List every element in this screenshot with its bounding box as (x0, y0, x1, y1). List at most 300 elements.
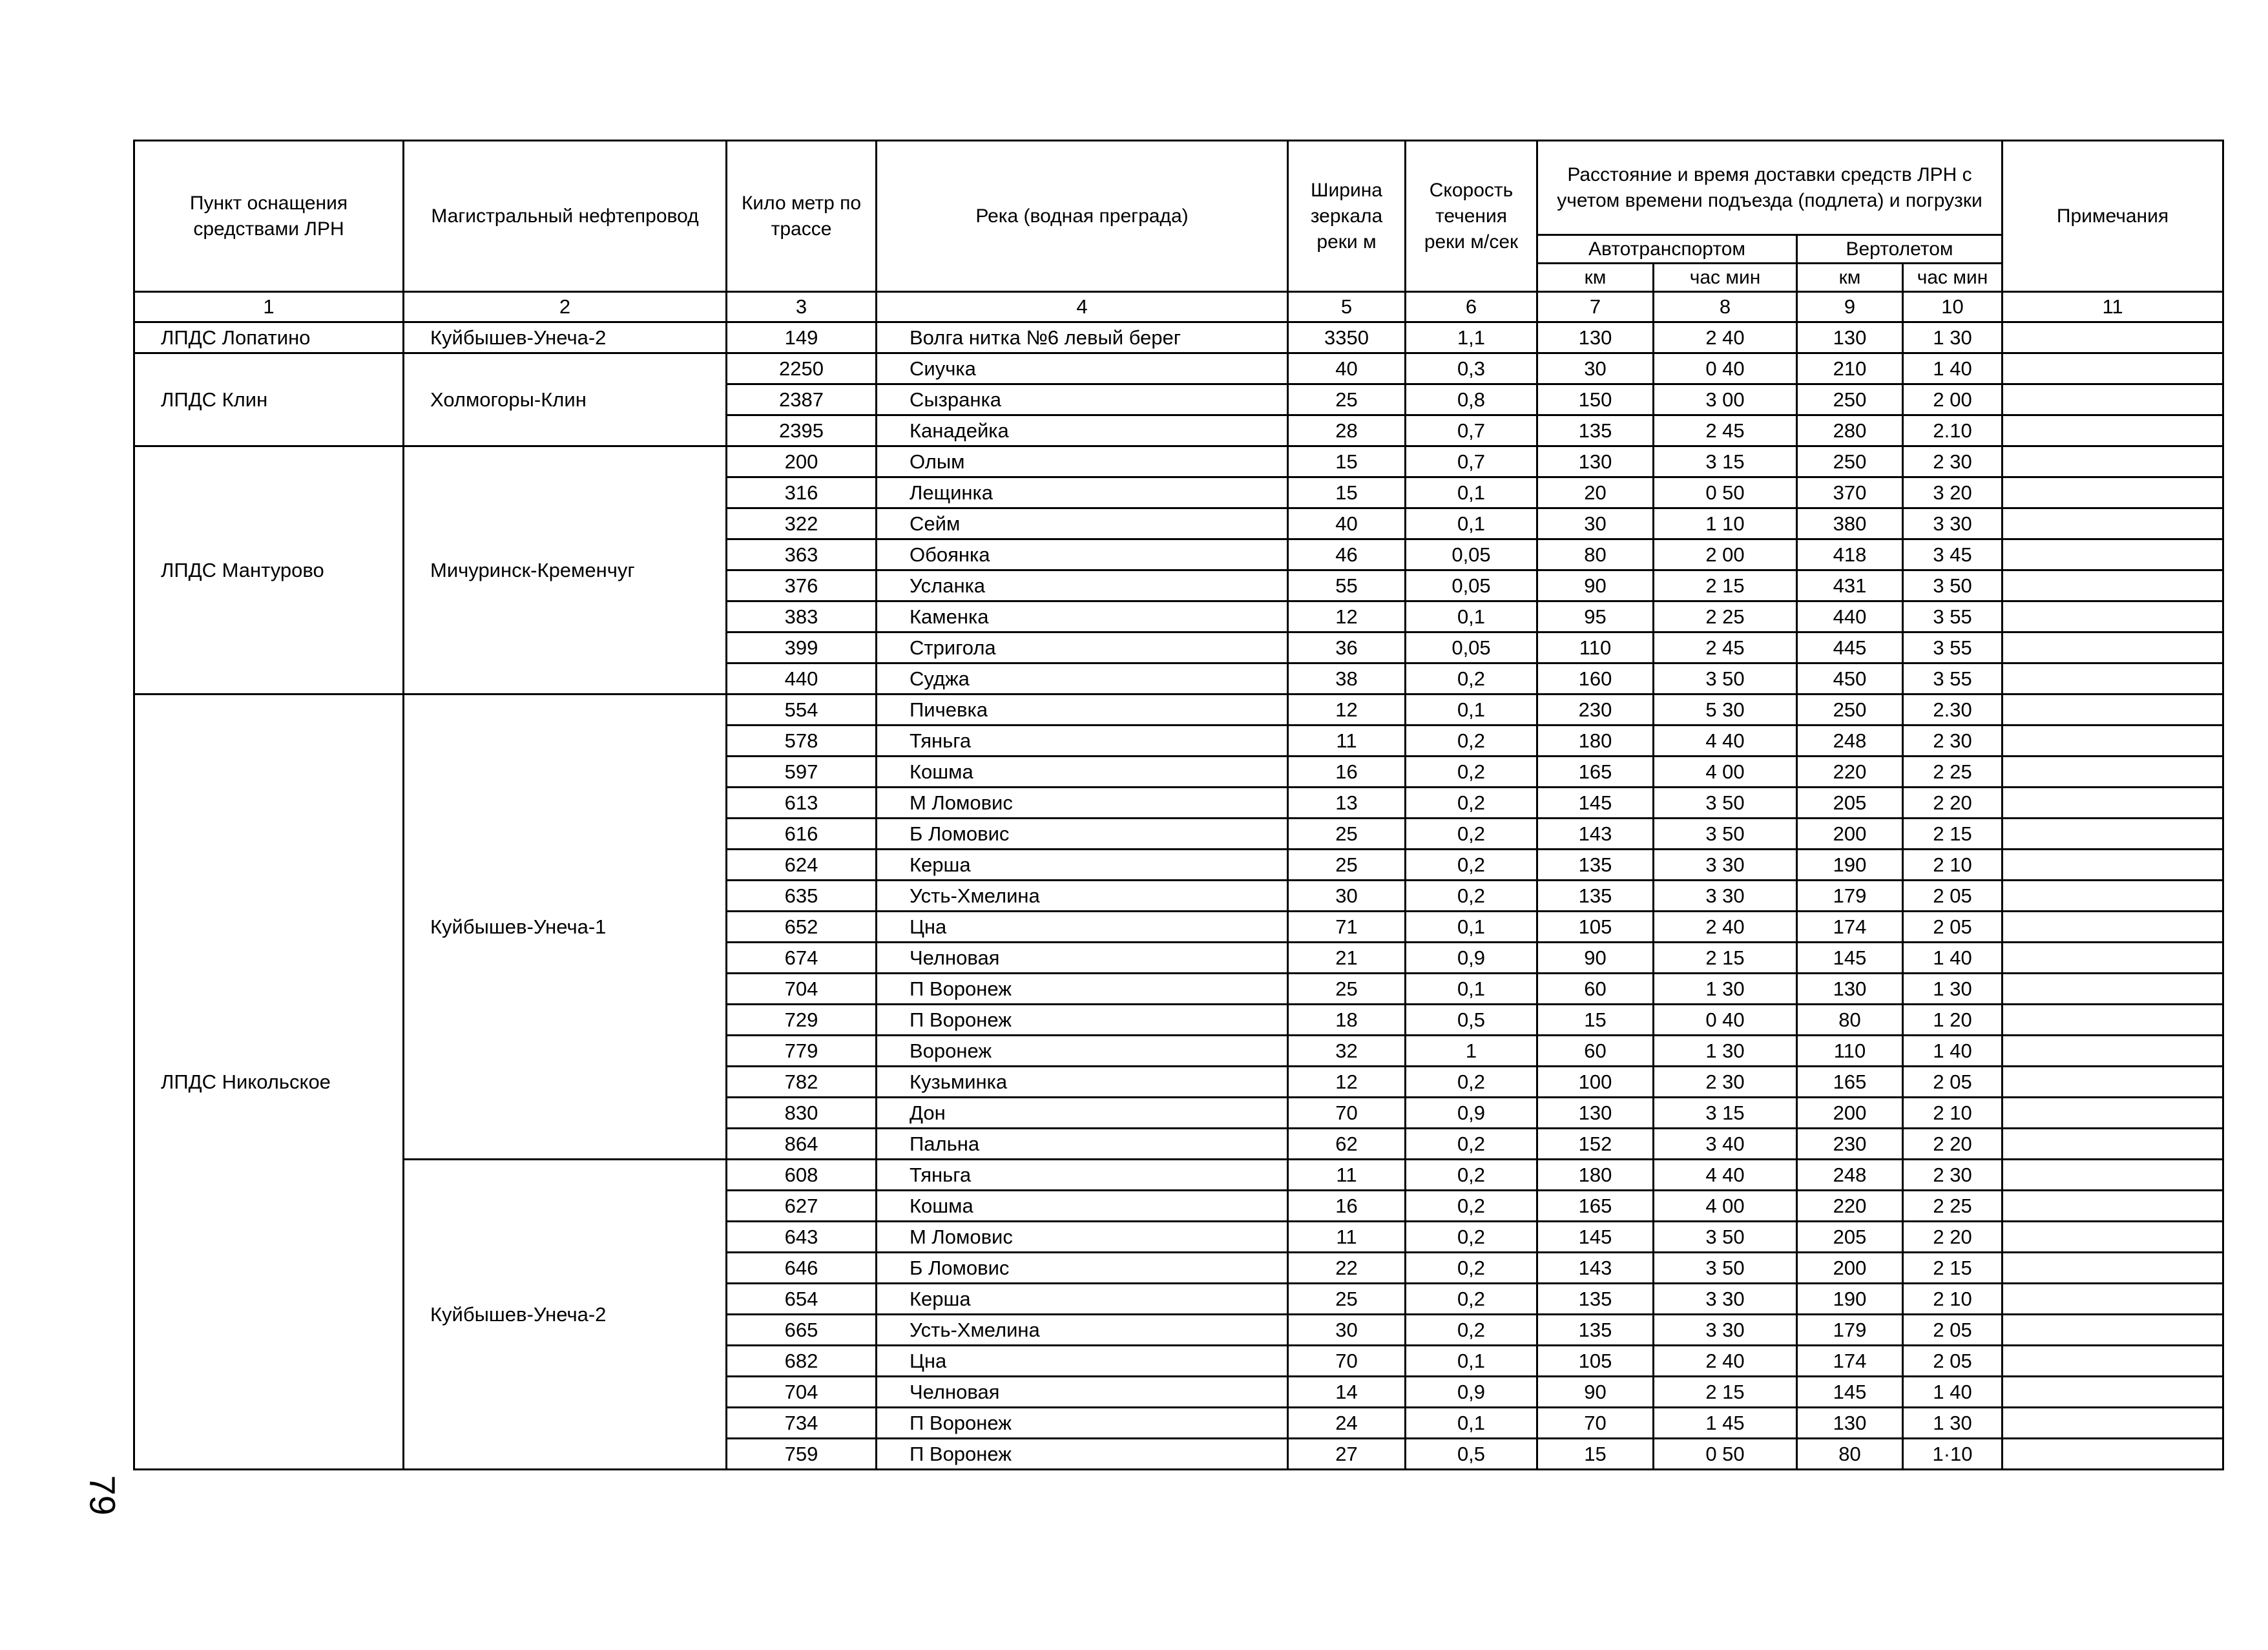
heli-km-cell: 200 (1797, 1098, 1903, 1129)
heli-time-cell: 1 30 (1903, 974, 2003, 1005)
header-river: Река (водная преграда) (877, 141, 1288, 292)
auto-km-cell: 30 (1537, 508, 1654, 539)
heli-km-cell: 174 (1797, 1346, 1903, 1377)
width-cell: 3350 (1288, 322, 1406, 353)
notes-cell (2003, 974, 2223, 1005)
auto-km-cell: 180 (1537, 1160, 1654, 1191)
auto-km-cell: 135 (1537, 1315, 1654, 1346)
heli-time-cell: 1·10 (1903, 1439, 2003, 1470)
auto-time-cell: 0 40 (1654, 353, 1797, 384)
heli-time-cell: 3 55 (1903, 601, 2003, 632)
table-row (134, 1160, 2223, 1191)
heli-km-cell: 179 (1797, 1315, 1903, 1346)
km-cell: 149 (727, 322, 877, 353)
point-cell: ЛПДС Мантурово (134, 446, 404, 694)
table-row (134, 694, 2223, 726)
point-cell: ЛПДС Лопатино (134, 322, 404, 353)
page-number: 79 (82, 1475, 123, 1516)
auto-km-cell: 15 (1537, 1439, 1654, 1470)
width-cell: 46 (1288, 539, 1406, 570)
width-cell: 32 (1288, 1036, 1406, 1067)
heli-km-cell: 220 (1797, 757, 1903, 788)
heli-time-cell: 2 05 (1903, 881, 2003, 912)
auto-km-cell: 105 (1537, 1346, 1654, 1377)
notes-cell (2003, 570, 2223, 601)
speed-cell: 0,2 (1406, 1253, 1537, 1284)
km-cell: 704 (727, 1377, 877, 1408)
notes-cell (2003, 1284, 2223, 1315)
auto-km-cell: 143 (1537, 819, 1654, 850)
heli-km-cell: 145 (1797, 1377, 1903, 1408)
auto-time-cell: 4 00 (1654, 757, 1797, 788)
heli-time-cell: 3 55 (1903, 663, 2003, 694)
auto-km-cell: 70 (1537, 1408, 1654, 1439)
speed-cell: 0,9 (1406, 1377, 1537, 1408)
heli-time-cell: 2 20 (1903, 1222, 2003, 1253)
heli-time-cell: 1 30 (1903, 322, 2003, 353)
heli-time-cell: 2 25 (1903, 757, 2003, 788)
km-cell: 2250 (727, 353, 877, 384)
km-cell: 782 (727, 1067, 877, 1098)
river-cell: П Воронеж (877, 1439, 1288, 1470)
auto-km-cell: 135 (1537, 881, 1654, 912)
heli-km-cell: 190 (1797, 1284, 1903, 1315)
speed-cell: 0,2 (1406, 757, 1537, 788)
heli-time-cell: 2 30 (1903, 446, 2003, 477)
notes-cell (2003, 694, 2223, 726)
width-cell: 11 (1288, 726, 1406, 757)
width-cell: 55 (1288, 570, 1406, 601)
heli-time-cell: 2 15 (1903, 1253, 2003, 1284)
heli-time-cell: 2 25 (1903, 1191, 2003, 1222)
width-cell: 30 (1288, 881, 1406, 912)
pipeline-cell: Мичуринск-Кременчуг (404, 446, 727, 694)
table-row (134, 322, 2223, 353)
notes-cell (2003, 1253, 2223, 1284)
heli-km-cell: 205 (1797, 1222, 1903, 1253)
auto-km-cell: 152 (1537, 1129, 1654, 1160)
heli-km-cell: 130 (1797, 322, 1903, 353)
heli-km-cell: 250 (1797, 694, 1903, 726)
river-cell: Воронеж (877, 1036, 1288, 1067)
speed-cell: 0,9 (1406, 943, 1537, 974)
km-cell: 597 (727, 757, 877, 788)
width-cell: 24 (1288, 1408, 1406, 1439)
km-cell: 2395 (727, 415, 877, 446)
km-cell: 779 (727, 1036, 877, 1067)
river-cell: Олым (877, 446, 1288, 477)
auto-time-cell: 1 45 (1654, 1408, 1797, 1439)
width-cell: 18 (1288, 1005, 1406, 1036)
auto-time-cell: 1 10 (1654, 508, 1797, 539)
km-cell: 624 (727, 850, 877, 881)
heli-time-cell: 2 05 (1903, 1315, 2003, 1346)
km-cell: 759 (727, 1439, 877, 1470)
heli-time-cell: 2 20 (1903, 788, 2003, 819)
heli-km-cell: 431 (1797, 570, 1903, 601)
river-cell: Б Ломовис (877, 1253, 1288, 1284)
auto-km-cell: 60 (1537, 1036, 1654, 1067)
river-cell: Кошма (877, 757, 1288, 788)
column-number: 1 (134, 292, 404, 322)
km-cell: 627 (727, 1191, 877, 1222)
km-cell: 316 (727, 477, 877, 508)
river-cell: Усть-Хмелина (877, 1315, 1288, 1346)
speed-cell: 0,2 (1406, 1222, 1537, 1253)
speed-cell: 0,2 (1406, 663, 1537, 694)
header-speed: Скорость течения реки м/сек (1406, 141, 1537, 292)
header-auto: Автотранспортом (1537, 235, 1797, 264)
heli-time-cell: 1 40 (1903, 1377, 2003, 1408)
width-cell: 22 (1288, 1253, 1406, 1284)
heli-km-cell: 110 (1797, 1036, 1903, 1067)
auto-time-cell: 0 50 (1654, 477, 1797, 508)
table-row (134, 353, 2223, 384)
heli-time-cell: 2 30 (1903, 1160, 2003, 1191)
speed-cell: 1 (1406, 1036, 1537, 1067)
auto-time-cell: 2 15 (1654, 1377, 1797, 1408)
auto-time-cell: 3 50 (1654, 1253, 1797, 1284)
header-auto-time: час мин (1654, 264, 1797, 292)
auto-km-cell: 80 (1537, 539, 1654, 570)
speed-cell: 0,9 (1406, 1098, 1537, 1129)
auto-km-cell: 135 (1537, 850, 1654, 881)
auto-km-cell: 160 (1537, 663, 1654, 694)
speed-cell: 0,7 (1406, 446, 1537, 477)
auto-km-cell: 90 (1537, 570, 1654, 601)
width-cell: 25 (1288, 384, 1406, 415)
notes-cell (2003, 912, 2223, 943)
auto-time-cell: 0 40 (1654, 1005, 1797, 1036)
km-cell: 682 (727, 1346, 877, 1377)
auto-km-cell: 105 (1537, 912, 1654, 943)
notes-cell (2003, 1098, 2223, 1129)
heli-km-cell: 190 (1797, 850, 1903, 881)
auto-time-cell: 2 15 (1654, 943, 1797, 974)
river-cell: Челновая (877, 1377, 1288, 1408)
heli-time-cell: 2 20 (1903, 1129, 2003, 1160)
auto-km-cell: 180 (1537, 726, 1654, 757)
heli-time-cell: 3 20 (1903, 477, 2003, 508)
river-cell: Стригола (877, 632, 1288, 663)
river-crossings-table (133, 140, 2224, 1470)
notes-cell (2003, 446, 2223, 477)
speed-cell: 0,1 (1406, 912, 1537, 943)
notes-cell (2003, 477, 2223, 508)
auto-km-cell: 130 (1537, 446, 1654, 477)
width-cell: 70 (1288, 1098, 1406, 1129)
heli-km-cell: 230 (1797, 1129, 1903, 1160)
auto-time-cell: 3 30 (1654, 850, 1797, 881)
km-cell: 729 (727, 1005, 877, 1036)
width-cell: 25 (1288, 819, 1406, 850)
heli-km-cell: 220 (1797, 1191, 1903, 1222)
km-cell: 554 (727, 694, 877, 726)
column-number: 8 (1654, 292, 1797, 322)
heli-time-cell: 2.10 (1903, 415, 2003, 446)
notes-cell (2003, 1315, 2223, 1346)
width-cell: 15 (1288, 446, 1406, 477)
header-auto-km: км (1537, 264, 1654, 292)
notes-cell (2003, 1005, 2223, 1036)
km-cell: 616 (727, 819, 877, 850)
heli-km-cell: 445 (1797, 632, 1903, 663)
auto-km-cell: 60 (1537, 974, 1654, 1005)
width-cell: 25 (1288, 1284, 1406, 1315)
speed-cell: 0,2 (1406, 1315, 1537, 1346)
km-cell: 830 (727, 1098, 877, 1129)
river-cell: Цна (877, 1346, 1288, 1377)
header-point: Пункт оснащения средствами ЛРН (134, 141, 404, 292)
auto-time-cell: 3 30 (1654, 1315, 1797, 1346)
speed-cell: 0,2 (1406, 1160, 1537, 1191)
width-cell: 14 (1288, 1377, 1406, 1408)
river-cell: П Воронеж (877, 974, 1288, 1005)
width-cell: 40 (1288, 508, 1406, 539)
header-width: Ширина зеркала реки м (1288, 141, 1406, 292)
auto-time-cell: 3 15 (1654, 446, 1797, 477)
heli-km-cell: 250 (1797, 446, 1903, 477)
notes-cell (2003, 726, 2223, 757)
heli-km-cell: 145 (1797, 943, 1903, 974)
auto-km-cell: 90 (1537, 1377, 1654, 1408)
auto-time-cell: 0 50 (1654, 1439, 1797, 1470)
document-page (133, 140, 2222, 1470)
km-cell: 704 (727, 974, 877, 1005)
width-cell: 25 (1288, 974, 1406, 1005)
heli-time-cell: 3 55 (1903, 632, 2003, 663)
column-number: 5 (1288, 292, 1406, 322)
river-cell: Тяньга (877, 1160, 1288, 1191)
column-number: 10 (1903, 292, 2003, 322)
speed-cell: 0,1 (1406, 974, 1537, 1005)
km-cell: 2387 (727, 384, 877, 415)
heli-km-cell: 280 (1797, 415, 1903, 446)
heli-km-cell: 450 (1797, 663, 1903, 694)
notes-cell (2003, 384, 2223, 415)
river-cell: Сиучка (877, 353, 1288, 384)
auto-time-cell: 3 40 (1654, 1129, 1797, 1160)
auto-km-cell: 143 (1537, 1253, 1654, 1284)
auto-time-cell: 4 00 (1654, 1191, 1797, 1222)
auto-time-cell: 2 25 (1654, 601, 1797, 632)
river-cell: Каменка (877, 601, 1288, 632)
speed-cell: 0,2 (1406, 726, 1537, 757)
km-cell: 608 (727, 1160, 877, 1191)
column-number: 2 (404, 292, 727, 322)
heli-time-cell: 2 30 (1903, 726, 2003, 757)
auto-time-cell: 3 50 (1654, 819, 1797, 850)
column-number: 9 (1797, 292, 1903, 322)
heli-time-cell: 3 45 (1903, 539, 2003, 570)
river-cell: Канадейка (877, 415, 1288, 446)
auto-km-cell: 150 (1537, 384, 1654, 415)
auto-time-cell: 2 40 (1654, 1346, 1797, 1377)
width-cell: 36 (1288, 632, 1406, 663)
km-cell: 643 (727, 1222, 877, 1253)
speed-cell: 0,1 (1406, 477, 1537, 508)
column-numbers-row (134, 292, 2223, 322)
pipeline-cell: Куйбышев-Унеча-1 (404, 694, 727, 1160)
column-number: 7 (1537, 292, 1654, 322)
speed-cell: 0,1 (1406, 601, 1537, 632)
heli-time-cell: 2 15 (1903, 819, 2003, 850)
point-cell: ЛПДС Никольское (134, 694, 404, 1470)
heli-km-cell: 440 (1797, 601, 1903, 632)
auto-time-cell: 2 30 (1654, 1067, 1797, 1098)
km-cell: 578 (727, 726, 877, 757)
point-cell: ЛПДС Клин (134, 353, 404, 446)
heli-km-cell: 80 (1797, 1005, 1903, 1036)
heli-time-cell: 1 30 (1903, 1408, 2003, 1439)
notes-cell (2003, 1408, 2223, 1439)
width-cell: 28 (1288, 415, 1406, 446)
km-cell: 654 (727, 1284, 877, 1315)
width-cell: 11 (1288, 1160, 1406, 1191)
speed-cell: 0,5 (1406, 1005, 1537, 1036)
auto-time-cell: 4 40 (1654, 1160, 1797, 1191)
river-cell: Суджа (877, 663, 1288, 694)
auto-km-cell: 30 (1537, 353, 1654, 384)
river-cell: Пичевка (877, 694, 1288, 726)
heli-km-cell: 200 (1797, 1253, 1903, 1284)
notes-cell (2003, 1377, 2223, 1408)
speed-cell: 0,5 (1406, 1439, 1537, 1470)
heli-time-cell: 3 50 (1903, 570, 2003, 601)
river-cell: Керша (877, 850, 1288, 881)
pipeline-cell: Холмогоры-Клин (404, 353, 727, 446)
width-cell: 16 (1288, 1191, 1406, 1222)
auto-km-cell: 165 (1537, 1191, 1654, 1222)
notes-cell (2003, 1036, 2223, 1067)
width-cell: 12 (1288, 1067, 1406, 1098)
notes-cell (2003, 632, 2223, 663)
notes-cell (2003, 663, 2223, 694)
pipeline-cell: Куйбышев-Унеча-2 (404, 322, 727, 353)
km-cell: 652 (727, 912, 877, 943)
width-cell: 71 (1288, 912, 1406, 943)
width-cell: 21 (1288, 943, 1406, 974)
width-cell: 25 (1288, 850, 1406, 881)
notes-cell (2003, 1129, 2223, 1160)
speed-cell: 0,3 (1406, 353, 1537, 384)
auto-km-cell: 135 (1537, 415, 1654, 446)
river-cell: Тяньга (877, 726, 1288, 757)
km-cell: 363 (727, 539, 877, 570)
notes-cell (2003, 1439, 2223, 1470)
notes-cell (2003, 508, 2223, 539)
width-cell: 38 (1288, 663, 1406, 694)
river-cell: Усланка (877, 570, 1288, 601)
speed-cell: 0,2 (1406, 1129, 1537, 1160)
km-cell: 399 (727, 632, 877, 663)
header-heli: Вертолетом (1797, 235, 2003, 264)
heli-km-cell: 205 (1797, 788, 1903, 819)
width-cell: 15 (1288, 477, 1406, 508)
auto-time-cell: 2 40 (1654, 912, 1797, 943)
km-cell: 734 (727, 1408, 877, 1439)
river-cell: Дон (877, 1098, 1288, 1129)
speed-cell: 0,2 (1406, 1284, 1537, 1315)
speed-cell: 0,05 (1406, 570, 1537, 601)
width-cell: 30 (1288, 1315, 1406, 1346)
speed-cell: 1,1 (1406, 322, 1537, 353)
notes-cell (2003, 322, 2223, 353)
heli-time-cell: 2 10 (1903, 1284, 2003, 1315)
auto-km-cell: 100 (1537, 1067, 1654, 1098)
auto-time-cell: 1 30 (1654, 974, 1797, 1005)
notes-cell (2003, 539, 2223, 570)
notes-cell (2003, 850, 2223, 881)
width-cell: 12 (1288, 601, 1406, 632)
heli-time-cell: 2 05 (1903, 912, 2003, 943)
km-cell: 376 (727, 570, 877, 601)
header-kilometer: Кило метр по трассе (727, 141, 877, 292)
speed-cell: 0,1 (1406, 1346, 1537, 1377)
heli-time-cell: 2 05 (1903, 1067, 2003, 1098)
km-cell: 440 (727, 663, 877, 694)
auto-km-cell: 145 (1537, 788, 1654, 819)
auto-time-cell: 2 15 (1654, 570, 1797, 601)
heli-km-cell: 179 (1797, 881, 1903, 912)
column-number: 4 (877, 292, 1288, 322)
width-cell: 70 (1288, 1346, 1406, 1377)
pipeline-cell: Куйбышев-Унеча-2 (404, 1160, 727, 1470)
auto-km-cell: 135 (1537, 1284, 1654, 1315)
auto-time-cell: 3 00 (1654, 384, 1797, 415)
heli-km-cell: 380 (1797, 508, 1903, 539)
river-cell: Волга нитка №6 левый берег (877, 322, 1288, 353)
auto-km-cell: 145 (1537, 1222, 1654, 1253)
notes-cell (2003, 415, 2223, 446)
header-pipeline: Магистральный нефтепровод (404, 141, 727, 292)
auto-km-cell: 130 (1537, 1098, 1654, 1129)
auto-time-cell: 2 45 (1654, 632, 1797, 663)
auto-time-cell: 3 30 (1654, 881, 1797, 912)
auto-time-cell: 4 40 (1654, 726, 1797, 757)
auto-time-cell: 3 50 (1654, 1222, 1797, 1253)
header-notes: Примечания (2003, 141, 2223, 292)
heli-time-cell: 2 10 (1903, 850, 2003, 881)
speed-cell: 0,05 (1406, 632, 1537, 663)
speed-cell: 0,1 (1406, 694, 1537, 726)
km-cell: 635 (727, 881, 877, 912)
auto-km-cell: 230 (1537, 694, 1654, 726)
river-cell: Кузьминка (877, 1067, 1288, 1098)
notes-cell (2003, 1346, 2223, 1377)
km-cell: 383 (727, 601, 877, 632)
river-cell: П Воронеж (877, 1408, 1288, 1439)
km-cell: 646 (727, 1253, 877, 1284)
speed-cell: 0,1 (1406, 1408, 1537, 1439)
heli-km-cell: 165 (1797, 1067, 1903, 1098)
km-cell: 200 (727, 446, 877, 477)
heli-km-cell: 418 (1797, 539, 1903, 570)
heli-time-cell: 1 40 (1903, 943, 2003, 974)
auto-time-cell: 1 30 (1654, 1036, 1797, 1067)
speed-cell: 0,8 (1406, 384, 1537, 415)
notes-cell (2003, 881, 2223, 912)
column-number: 11 (2003, 292, 2223, 322)
speed-cell: 0,05 (1406, 539, 1537, 570)
heli-km-cell: 370 (1797, 477, 1903, 508)
header-delivery: Расстояние и время доставки средств ЛРН с учетом времени подъезда (подлета) и погрузки (1537, 141, 2003, 235)
km-cell: 674 (727, 943, 877, 974)
auto-km-cell: 15 (1537, 1005, 1654, 1036)
notes-cell (2003, 819, 2223, 850)
speed-cell: 0,1 (1406, 508, 1537, 539)
river-cell: Сейм (877, 508, 1288, 539)
